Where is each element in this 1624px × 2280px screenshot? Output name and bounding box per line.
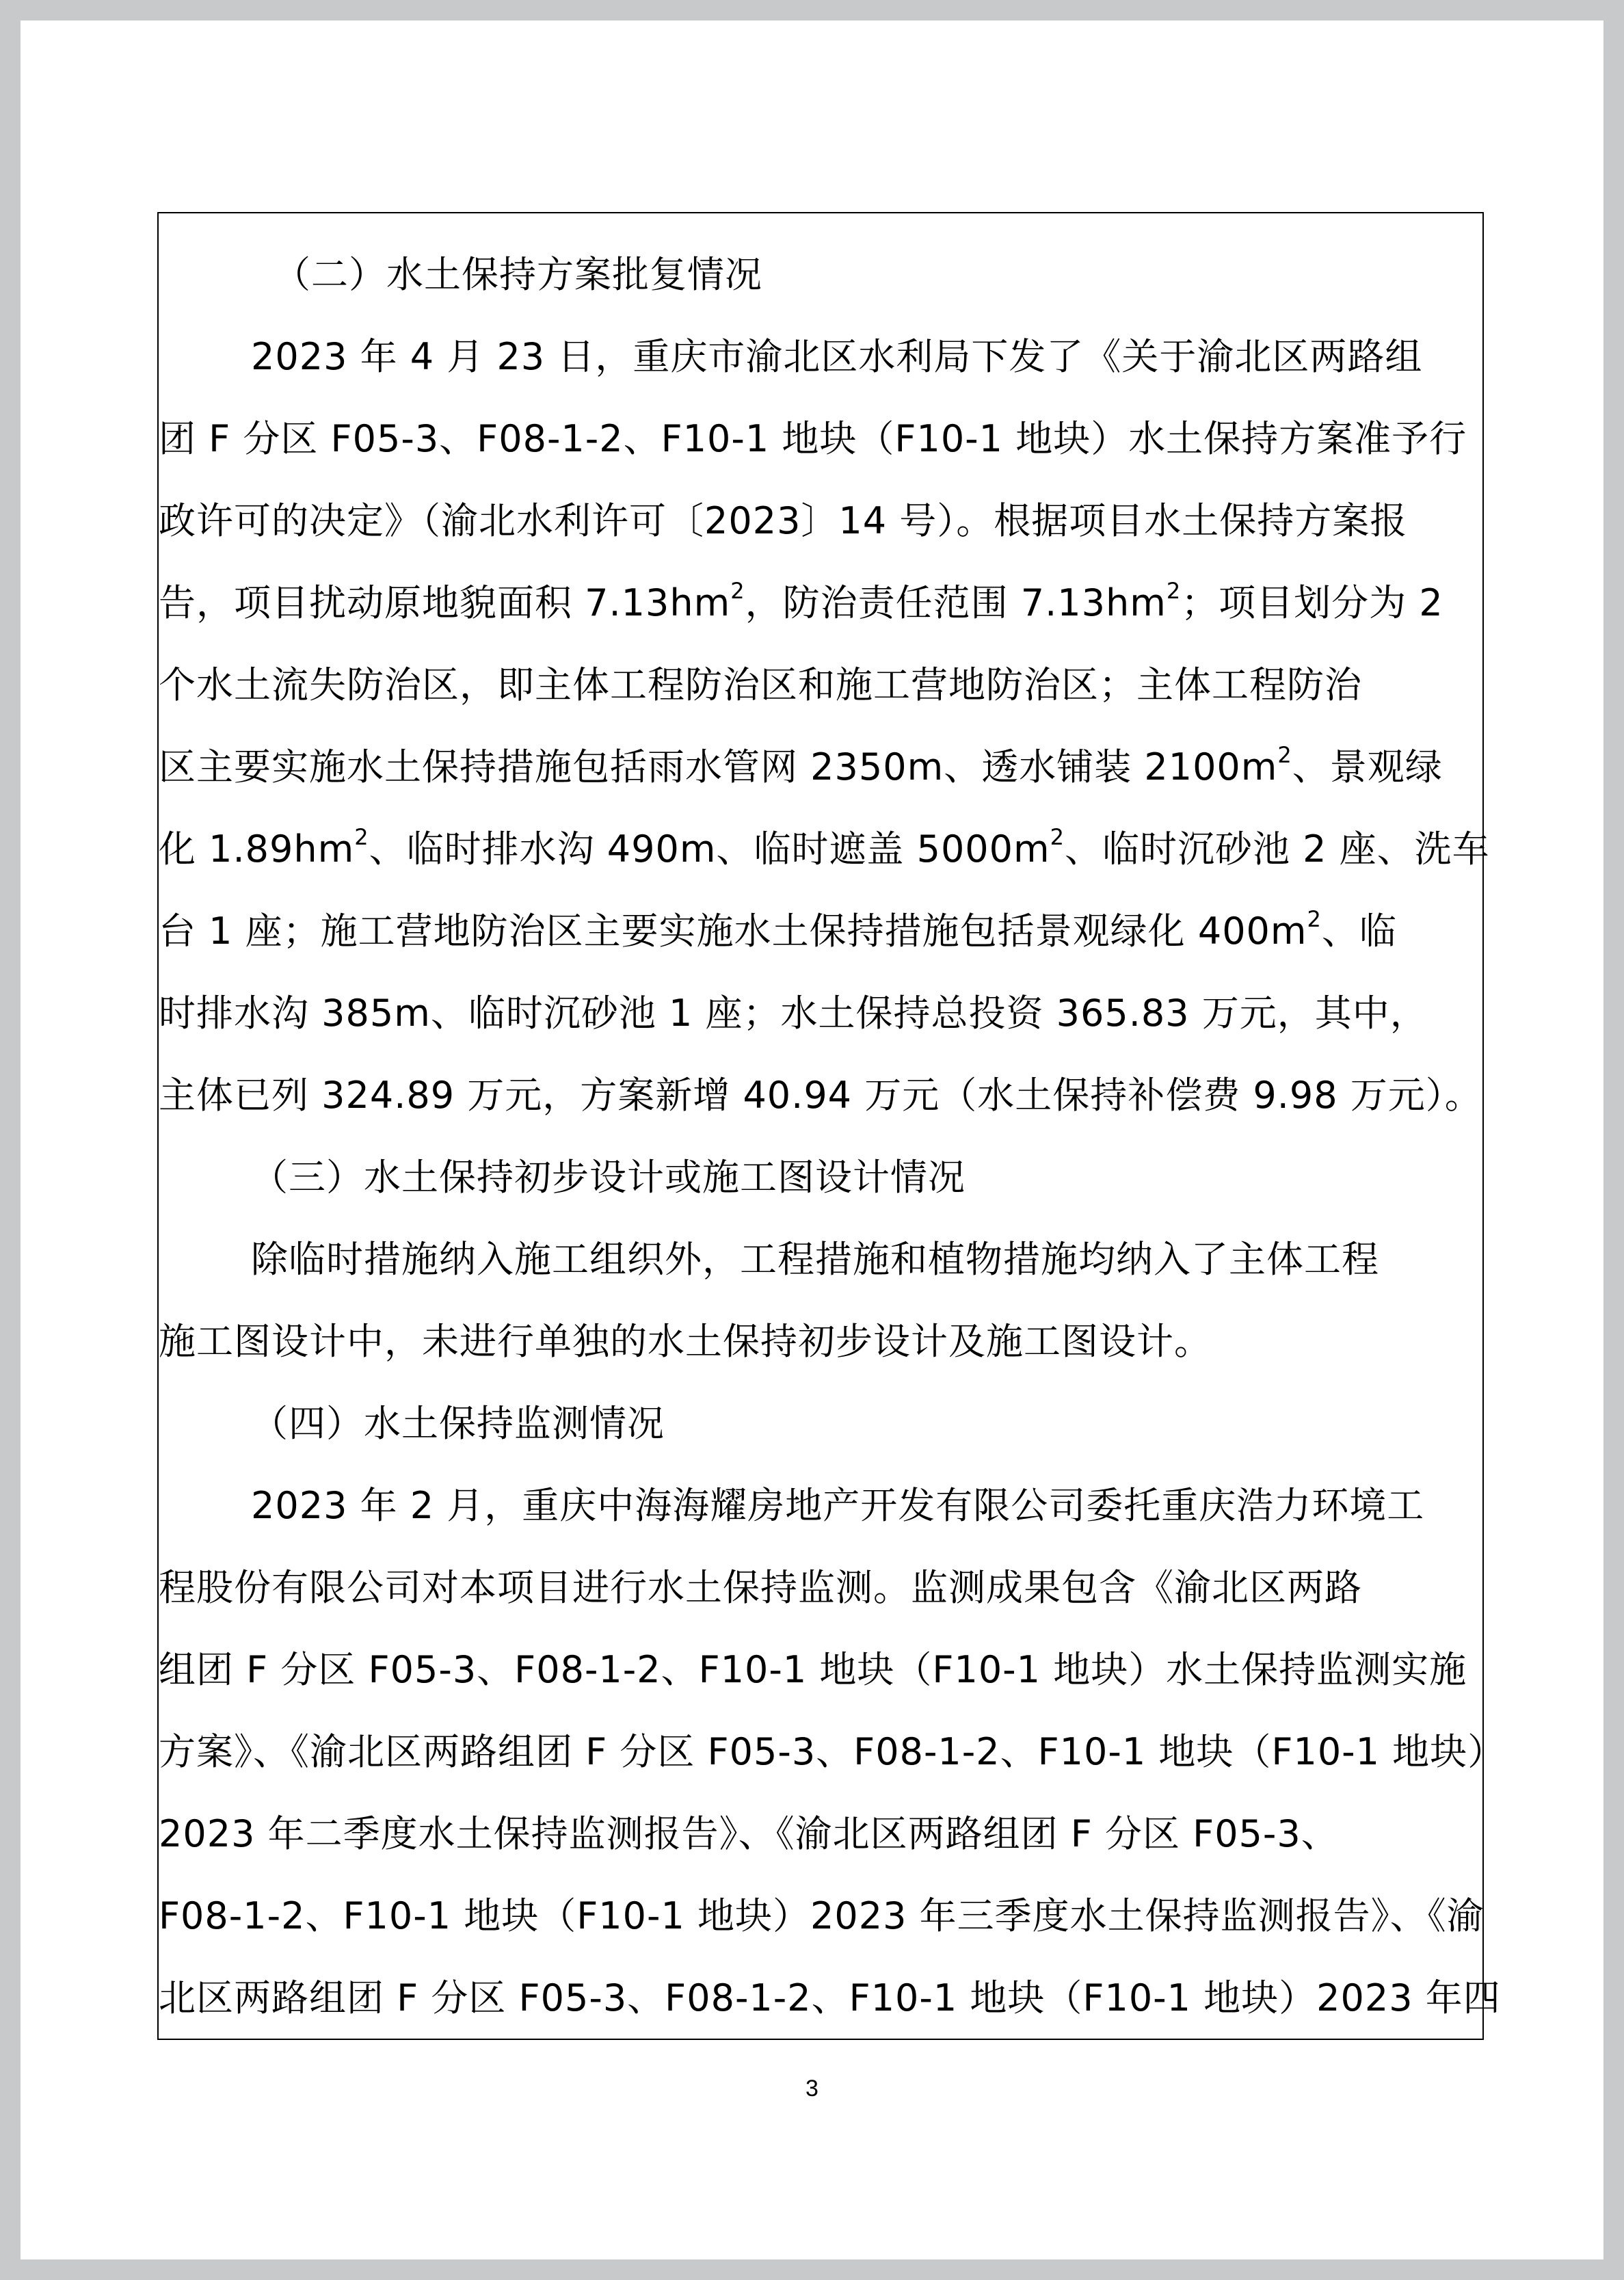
text-segment: 区主要实施水土保持措施包括雨水管网 2350m、透水铺装 2100m [159, 745, 1278, 788]
paragraph-line: 程股份有限公司对本项目进行水土保持监测。监测成果包含《渝北区两路 [159, 1566, 1362, 1609]
paragraph-line [159, 562, 1482, 644]
text-segment: ，防治责任范围 7.13hm [745, 581, 1167, 624]
text-segment: 、临时排水沟 490m、临时遮盖 5000m [369, 827, 1050, 871]
section-heading-2: （二）水土保持方案批复情况 [274, 253, 762, 296]
text-segment: 、临时沉砂池 2 座、洗车 [1064, 827, 1490, 871]
paragraph-line: 2023 年 2 月，重庆中海海耀房地产开发有限公司委托重庆浩力环境工 [251, 1484, 1425, 1527]
text-segment: 台 1 座；施工营地防治区主要实施水土保持措施包括景观绿化 400m [159, 910, 1307, 953]
text-segment: 、景观绿 [1292, 745, 1443, 788]
paragraph-line: 个水土流失防治区，即主体工程防治区和施工营地防治区；主体工程防治 [159, 663, 1362, 706]
paragraph-line: 施工图设计中，未进行单独的水土保持初步设计及施工图设计。 [159, 1320, 1212, 1363]
paragraph-line: 除临时措施纳入施工组织外，工程措施和植物措施均纳入了主体工程 [251, 1238, 1379, 1281]
text-segment: 化 1.89hm [159, 827, 355, 871]
superscript: 2 [354, 824, 369, 850]
page-number: 3 [806, 2076, 818, 2102]
paragraph-line [159, 890, 1482, 972]
text-segment: ；项目划分为 2 [1181, 581, 1443, 624]
paragraph-line: 组团 F 分区 F05-3、F08-1-2、F10-1 地块（F10-1 地块）水土保持监测实施 [159, 1648, 1467, 1691]
paragraph-line: 北区两路组团 F 分区 F05-3、F08-1-2、F10-1 地块（F10-1 地块）2023 年四 [159, 1976, 1501, 2019]
superscript: 2 [1050, 824, 1065, 850]
paragraph-line: F08-1-2、F10-1 地块（F10-1 地块）2023 年三季度水土保持监测报告》、《渝 [159, 1894, 1485, 1937]
superscript: 2 [730, 578, 745, 604]
superscript: 2 [1307, 906, 1322, 932]
section-heading-4: （四）水土保持监测情况 [251, 1402, 665, 1445]
document-page [21, 21, 1603, 2259]
superscript: 2 [1166, 578, 1182, 604]
paragraph-line: 2023 年二季度水土保持监测报告》、《渝北区两路组团 F 分区 F05-3、 [159, 1812, 1339, 1855]
paragraph-line [159, 808, 1490, 890]
paragraph-line: 2023 年 4 月 23 日，重庆市渝北区水利局下发了《关于渝北区两路组 [251, 335, 1423, 378]
paragraph-line: 方案》、《渝北区两路组团 F 分区 F05-3、F08-1-2、F10-1 地块（F10-1 地块） [159, 1730, 1506, 1773]
paragraph-line: 团 F 分区 F05-3、F08-1-2、F10-1 地块（F10-1 地块）水土保持方案准予行 [159, 417, 1467, 460]
paragraph-line: 时排水沟 385m、临时沉砂池 1 座；水土保持总投资 365.83 万元，其中， [159, 992, 1428, 1035]
paragraph-line: 主体已列 324.89 万元，方案新增 40.94 万元（水土保持补偿费 9.98 万元）。 [159, 1074, 1482, 1117]
text-segment: 、临 [1321, 910, 1397, 953]
section-heading-3: （三）水土保持初步设计或施工图设计情况 [251, 1156, 966, 1199]
paragraph-line: 政许可的决定》（渝北水利许可〔2023〕14 号）。根据项目水土保持方案报 [159, 499, 1408, 542]
content-frame [157, 212, 1506, 2040]
text-segment: 告，项目扰动原地貌面积 7.13hm [159, 581, 731, 624]
paragraph-line [159, 726, 1482, 808]
superscript: 2 [1277, 742, 1292, 768]
